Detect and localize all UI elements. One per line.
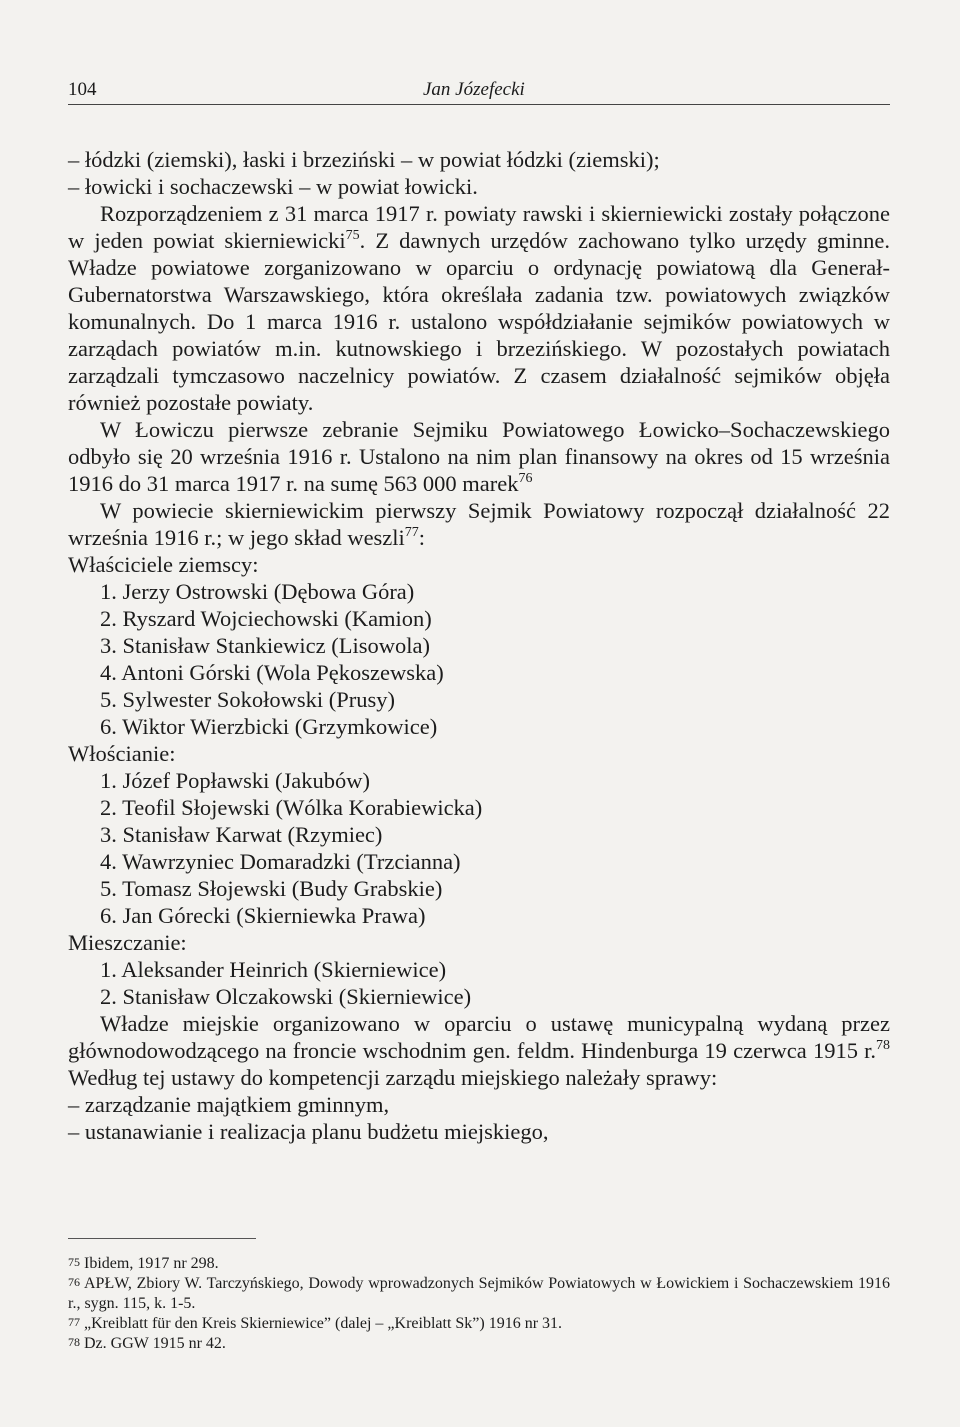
list-item: [68, 767, 890, 794]
footnote: [68, 1254, 890, 1274]
paragraph-text: W powiecie skierniewickim pierwszy Sejmik Powiatowy rozpoczął działalność 22 września 1916 r.; w jego skład weszli: [68, 498, 890, 550]
paragraph: [68, 173, 890, 200]
paragraph-text: Włościanie:: [68, 741, 176, 766]
paragraph-text: Mieszczanie:: [68, 930, 187, 955]
paragraph-text-tail: . Z dawnych urzędów zachowano tylko urzędy gminne. Władze powiatowe zorganizowano w oparciu o ordynację powiatową dla Generał-Gubernatorstwa Warszawskiego, która określała zadania tzw. powiatowych związków komunalnych. Do 1 marca 1916 r. ustalono współdziałanie sejmików powiatowych w zarządach powiatów m.in. kutnowskiego i brzezińskiego. W pozostałych powiatach zarządzali tymczasowo naczelnicy powiatów. Z czasem działalność sejmików objęła również pozostałe powiaty.: [68, 228, 890, 415]
main-text: [68, 146, 890, 1145]
list-item: [68, 794, 890, 821]
list-item: [68, 686, 890, 713]
footnote-text: „Kreiblatt für den Kreis Skierniewice” (dalej – „Kreiblatt Sk”) 1916 nr 31.: [84, 1315, 563, 1332]
running-header: [68, 76, 890, 105]
paragraph-text: W Łowiczu pierwsze zebranie Sejmiku Powiatowego Łowicko–Sochaczewskiego odbyło się 20 września 1916 r. Ustalono na nim plan finansowy na okres od 15 września 1916 do 31 marca 1917 r. na sumę 563 000 marek: [68, 417, 890, 496]
paragraph-text: 2. Teofil Słojewski (Wólka Korabiewicka): [100, 795, 483, 820]
list-item: [68, 902, 890, 929]
footnote-number: 75: [68, 1255, 80, 1269]
list-item: [68, 632, 890, 659]
footnote-rule: [68, 1238, 256, 1239]
footnotes: [68, 1254, 890, 1354]
footnote: [68, 1274, 890, 1314]
list-item: [68, 713, 890, 740]
paragraph-text: – łowicki i sochaczewski – w powiat łowicki.: [68, 174, 478, 199]
paragraph-text: 5. Tomasz Słojewski (Budy Grabskie): [100, 876, 443, 901]
paragraph-text: 6. Jan Górecki (Skierniewka Prawa): [100, 903, 426, 928]
paragraph-text: 3. Stanisław Karwat (Rzymiec): [100, 822, 383, 847]
paragraph-text: 5. Sylwester Sokołowski (Prusy): [100, 687, 396, 712]
footnote-text: Dz. GGW 1915 nr 42.: [84, 1335, 226, 1352]
footnote-reference: 75: [345, 228, 360, 243]
paragraph-text: Rozporządzeniem z 31 marca 1917 r. powiaty rawski i skierniewicki zostały połączone w jeden powiat skierniewicki: [68, 201, 890, 253]
paragraph-text-tail: :: [418, 525, 426, 550]
paragraph: [68, 200, 890, 416]
paragraph: [68, 740, 890, 767]
page-number: 104: [68, 79, 97, 100]
list-item: [68, 578, 890, 605]
paragraph-text: 3. Stanisław Stankiewicz (Lisowola): [100, 633, 430, 658]
footnote-number: 76: [68, 1275, 80, 1289]
footnote-reference: 78: [876, 1038, 890, 1053]
paragraph-text: 4. Antoni Górski (Wola Pękoszewska): [100, 660, 444, 685]
paragraph-text: – łódzki (ziemski), łaski i brzeziński – w powiat łódzki (ziemski);: [68, 147, 660, 172]
paragraph: [68, 416, 890, 497]
footnote-text: Ibidem, 1917 nr 298.: [84, 1255, 219, 1272]
footnote: [68, 1334, 890, 1354]
footnote-reference: 77: [404, 525, 419, 540]
paragraph: [68, 1118, 890, 1145]
paragraph-text: 1. Jerzy Ostrowski (Dębowa Góra): [100, 579, 415, 604]
paragraph-text: 1. Józef Popławski (Jakubów): [100, 768, 370, 793]
paragraph: [68, 146, 890, 173]
footnote: [68, 1314, 890, 1334]
paragraph-text: 4. Wawrzyniec Domaradzki (Trzcianna): [100, 849, 461, 874]
paragraph: [68, 551, 890, 578]
list-item: [68, 956, 890, 983]
paragraph-text: Właściciele ziemscy:: [68, 552, 259, 577]
running-head-author: Jan Józefecki: [423, 79, 525, 100]
paragraph-text: – ustanawianie i realizacja planu budżetu miejskiego,: [68, 1119, 549, 1144]
list-item: [68, 875, 890, 902]
paragraph-text-tail: Według tej ustawy do kompetencji zarządu miejskiego należały sprawy:: [68, 1065, 718, 1090]
list-item: [68, 659, 890, 686]
footnote-reference: 76: [518, 471, 533, 486]
paragraph: [68, 1010, 890, 1091]
paragraph: [68, 1091, 890, 1118]
paragraph: [68, 929, 890, 956]
paragraph-text: 2. Ryszard Wojciechowski (Kamion): [100, 606, 432, 631]
list-item: [68, 821, 890, 848]
paragraph-text: 2. Stanisław Olczakowski (Skierniewice): [100, 984, 472, 1009]
paragraph-text: – zarządzanie majątkiem gminnym,: [68, 1092, 390, 1117]
paragraph-text: 1. Aleksander Heinrich (Skierniewice): [100, 957, 447, 982]
paragraph-text: Władze miejskie organizowano w oparciu o ustawę municypalną wydaną przez głównodowodzącego na froncie wschodnim gen. feldm. Hindenburga 19 czerwca 1915 r.: [68, 1011, 890, 1063]
paragraph: [68, 497, 890, 551]
footnote-number: 78: [68, 1335, 80, 1349]
list-item: [68, 848, 890, 875]
footnote-text: APŁW, Zbiory W. Tarczyńskiego, Dowody wprowadzonych Sejmików Powiatowych w Łowickiem i Sochaczewskiem 1916 r., sygn. 115, k. 1-5.: [68, 1275, 890, 1312]
footnote-number: 77: [68, 1315, 80, 1329]
paragraph-text: 6. Wiktor Wierzbicki (Grzymkowice): [100, 714, 438, 739]
list-item: [68, 983, 890, 1010]
list-item: [68, 605, 890, 632]
